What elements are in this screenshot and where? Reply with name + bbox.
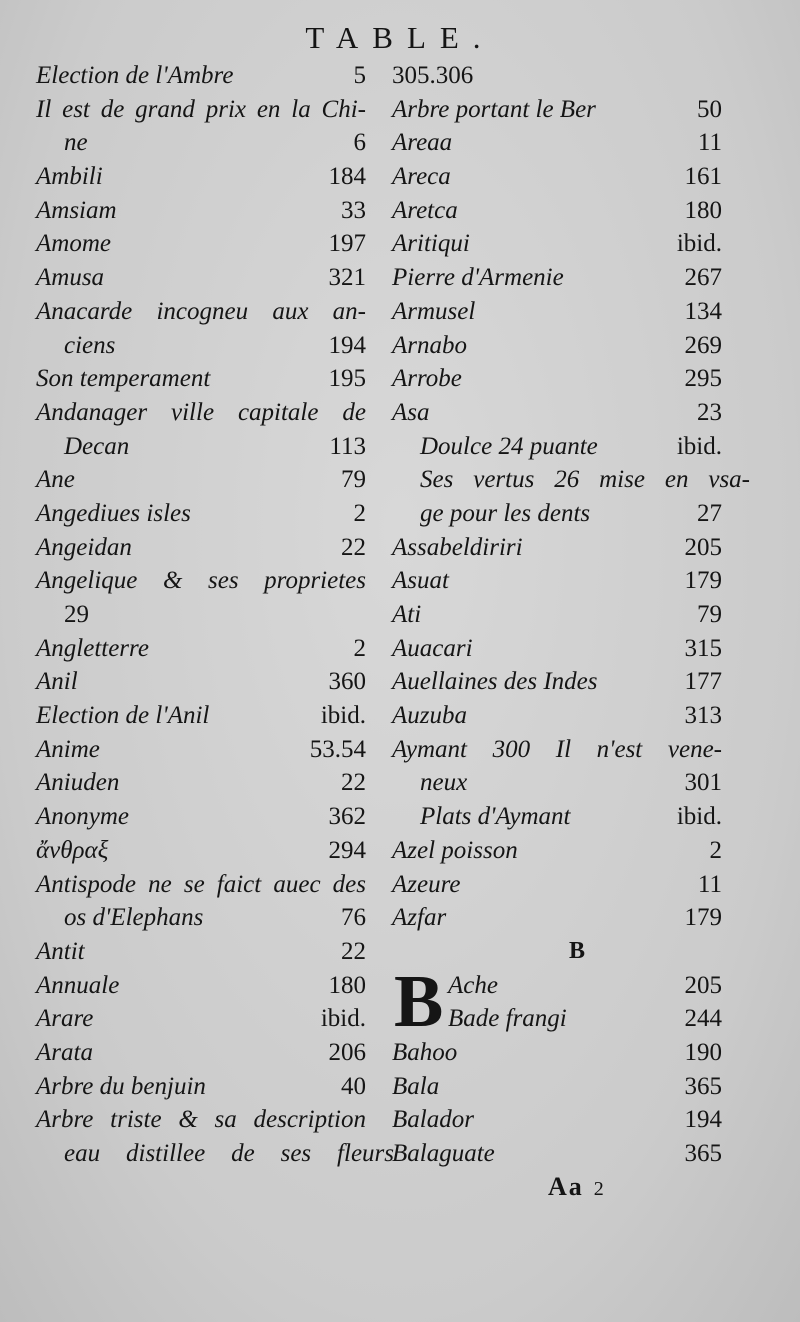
entry-page: 27 [697, 499, 722, 527]
index-entry [36, 564, 366, 598]
index-entry [36, 329, 366, 363]
entry-name: Angediues isles [36, 499, 191, 527]
entry-page: 22 [341, 937, 366, 965]
index-entry [36, 59, 366, 93]
entry-name: ne [64, 129, 88, 157]
index-entry [36, 834, 366, 868]
index-entry [392, 1103, 722, 1137]
entry-page: ibid. [320, 702, 366, 730]
index-entry [392, 396, 722, 430]
entry-name: Angletterre [36, 634, 149, 662]
entry-name: Auzuba [392, 702, 467, 730]
entry-page: 315 [684, 634, 722, 662]
entry-page: 205 [684, 971, 722, 999]
entry-page: 11 [697, 129, 722, 157]
index-entry [392, 362, 722, 396]
entry-name: ge pour les dents [420, 499, 591, 527]
entry-page: 313 [684, 702, 722, 730]
index-entry [36, 362, 366, 396]
index-entry [36, 160, 366, 194]
entry-name: Anonyme [36, 803, 130, 831]
entry-name: Ati [392, 601, 422, 628]
entry-name: Ache [448, 971, 498, 999]
index-entry [36, 632, 366, 666]
index-entry [392, 564, 722, 598]
index-entry [392, 766, 722, 800]
index-entry [36, 1002, 366, 1036]
entry-name: 29 [64, 601, 89, 628]
index-entry [392, 901, 722, 935]
entry-page: 365 [684, 1140, 722, 1168]
entry-name: Ses vertus 26 mise en vsa- [420, 466, 750, 494]
entry-page: ibid. [676, 432, 722, 460]
index-entry [392, 227, 722, 261]
index-entry [392, 194, 722, 228]
entry-page: 177 [684, 668, 722, 696]
index-entry [36, 1103, 366, 1137]
signature-mark [548, 1172, 606, 1202]
index-entry [392, 1036, 722, 1070]
entry-page: 205 [684, 533, 722, 561]
index-entry [392, 632, 722, 666]
entry-name: Arrobe [392, 365, 462, 393]
index-entry [36, 800, 366, 834]
index-entry [392, 126, 722, 160]
entry-name: Armusel [392, 297, 476, 325]
entry-page: 190 [684, 1038, 722, 1066]
entry-page: 244 [684, 1005, 722, 1033]
entry-page: 267 [684, 264, 722, 292]
index-entry [36, 766, 366, 800]
entry-name: Azeure [392, 870, 461, 898]
right-entries-after [392, 1036, 722, 1171]
index-entry [392, 93, 722, 127]
entry-page: 2 [353, 634, 366, 662]
entry-name: Auacari [392, 634, 473, 662]
entry-name: Aretca [392, 196, 458, 224]
entry-name: Anacarde incogneu aux an- [36, 297, 366, 325]
entry-name: Aniuden [36, 769, 120, 797]
index-entry [36, 531, 366, 565]
index-entry [392, 868, 722, 902]
index-entry [36, 935, 366, 969]
index-entry [36, 699, 366, 733]
entry-name: ἄνθραξ [36, 836, 109, 864]
entry-name: Anime [36, 735, 100, 763]
entry-name: Arbre triste & sa description [36, 1106, 366, 1134]
entry-page: 294 [328, 836, 366, 864]
entry-name: Antispode ne se faict auec des [36, 870, 366, 898]
entry-page: 79 [341, 466, 366, 494]
index-entry [36, 430, 366, 464]
index-entry [36, 126, 366, 160]
index-entry [36, 497, 366, 531]
entry-page: 50 [697, 95, 722, 123]
entry-name: Asa [392, 398, 430, 426]
entry-name: Angelique & ses proprietes [36, 567, 366, 595]
entry-page: 22 [341, 769, 366, 797]
index-entry [36, 901, 366, 935]
index-entry [36, 969, 366, 1003]
entry-name: eau distillee de ses fleurs [64, 1140, 394, 1167]
index-entry [392, 160, 722, 194]
index-entry [392, 834, 722, 868]
entry-page: ibid. [676, 230, 722, 258]
entry-name: os d'Elephans [64, 904, 204, 932]
index-entry [392, 59, 722, 93]
entry-page: 22 [341, 533, 366, 561]
index-entry [36, 295, 366, 329]
index-entry [392, 261, 722, 295]
entry-name: Amome [36, 230, 111, 258]
index-entry [36, 463, 366, 497]
signature-letters: Aa [548, 1172, 584, 1201]
index-entry [392, 733, 722, 767]
index-entry [392, 665, 722, 699]
entry-page: 161 [684, 163, 722, 191]
entry-name: Decan [64, 432, 130, 460]
entry-name: Arare [36, 1005, 94, 1033]
index-column-left [36, 59, 394, 1171]
dropcap-block [392, 960, 722, 1043]
index-entry [392, 800, 722, 834]
entry-page: ibid. [320, 1005, 366, 1033]
entry-page: 362 [328, 803, 366, 831]
index-entry [36, 1070, 366, 1104]
entry-page: 360 [328, 668, 366, 696]
entry-page: 194 [684, 1106, 722, 1134]
entry-name: Antit [36, 937, 85, 965]
entry-page: 269 [684, 331, 722, 359]
entry-name: Arata [36, 1038, 93, 1066]
index-entry [392, 295, 722, 329]
entry-name: Azel poisson [392, 836, 518, 864]
entry-page: 195 [328, 365, 366, 393]
entry-page: 184 [328, 163, 366, 191]
entry-name: Auellaines des Indes [392, 668, 598, 696]
index-entry [36, 1036, 366, 1070]
entry-page: 23 [697, 398, 722, 426]
entry-name: Election de l'Ambre [36, 62, 234, 89]
entry-page: 197 [328, 230, 366, 258]
entry-name: Arbre portant le Ber [392, 95, 596, 123]
entry-page: 134 [684, 297, 722, 325]
index-entry [36, 261, 366, 295]
index-entry [36, 227, 366, 261]
right-entries [392, 59, 750, 935]
entry-name: Andanager ville capitale de [36, 398, 366, 426]
index-column-right [392, 59, 750, 1171]
entry-page: 6 [353, 129, 366, 157]
entry-name: Election de l'Anil [36, 702, 210, 730]
entry-page: 53.54 [309, 735, 366, 763]
index-entry [36, 868, 366, 902]
entry-page: 5 [353, 62, 366, 89]
entry-name: Balador [392, 1106, 474, 1134]
entry-name: 305.306 [392, 62, 474, 89]
entry-name: Amusa [36, 264, 105, 292]
entry-page: 2 [353, 499, 366, 527]
entry-page: 180 [684, 196, 722, 224]
index-entry [392, 1002, 722, 1036]
entry-page: 179 [684, 904, 722, 932]
entry-name: Bade frangi [448, 1005, 567, 1033]
entry-name: Annuale [36, 971, 120, 999]
entry-name: Assabeldiriri [392, 533, 523, 561]
index-entry [392, 1070, 722, 1104]
index-entry [392, 463, 750, 497]
index-entry [36, 93, 366, 127]
section-letter: B [568, 937, 585, 964]
entry-name: Aritiqui [392, 230, 470, 258]
entry-page: 33 [341, 196, 366, 224]
entry-page: 76 [341, 904, 366, 932]
entry-name: Aymant 300 Il n'est vene- [392, 735, 722, 763]
entry-page: 2 [709, 836, 722, 864]
entry-page: 11 [697, 870, 722, 898]
entry-page: 194 [328, 331, 366, 359]
index-entry [36, 733, 366, 767]
entry-name: Il est de grand prix en la Chi- [36, 95, 366, 123]
entry-name: Bahoo [392, 1038, 458, 1066]
entry-name: Bala [392, 1072, 440, 1100]
entry-name: Anil [36, 668, 78, 696]
page-title: TABLE. [305, 20, 495, 55]
entry-page: 179 [684, 567, 722, 595]
index-entry [392, 430, 722, 464]
entry-name: Pierre d'Armenie [392, 264, 564, 292]
entry-page: 180 [328, 971, 366, 999]
entry-name: Azfar [392, 904, 447, 932]
entry-name: Arnabo [392, 331, 467, 359]
index-entry [392, 969, 722, 1003]
entry-name: Plats d'Aymant [420, 803, 571, 831]
index-entry [36, 1137, 394, 1171]
index-entry [36, 598, 366, 632]
entry-name: Angeidan [36, 533, 132, 561]
entry-page: 295 [684, 365, 722, 393]
entry-page: 365 [684, 1072, 722, 1100]
entry-name: ciens [64, 331, 116, 359]
entry-name: Ane [36, 466, 75, 494]
index-entry [392, 1137, 722, 1171]
entry-name: Son temperament [36, 365, 211, 393]
entry-name: Ambili [36, 163, 103, 191]
entry-name: Asuat [392, 567, 449, 595]
entry-page: 321 [328, 264, 366, 292]
entry-name: Areca [392, 163, 451, 191]
entry-page: 113 [329, 432, 366, 460]
entry-name: Amsiam [36, 196, 117, 224]
index-entry [36, 665, 366, 699]
entry-page: 206 [328, 1038, 366, 1066]
index-entry [36, 194, 366, 228]
entry-page: 79 [697, 601, 722, 628]
entry-name: Balaguate [392, 1140, 495, 1168]
index-entry [392, 531, 722, 565]
index-entry [392, 329, 722, 363]
entry-page: 301 [684, 769, 722, 797]
index-entry [392, 497, 722, 531]
index-entry [392, 598, 722, 632]
index-entry [392, 699, 722, 733]
entry-name: Doulce 24 puante [420, 432, 598, 460]
index-entry [36, 396, 366, 430]
dropcap-letter: B [394, 960, 444, 1043]
entry-name: Areaa [392, 129, 453, 157]
entry-name: Arbre du benjuin [36, 1072, 206, 1100]
entry-page: ibid. [676, 803, 722, 831]
entry-page: 40 [341, 1072, 366, 1100]
entry-name: neux [420, 769, 468, 797]
signature-number: 2 [593, 1178, 606, 1200]
